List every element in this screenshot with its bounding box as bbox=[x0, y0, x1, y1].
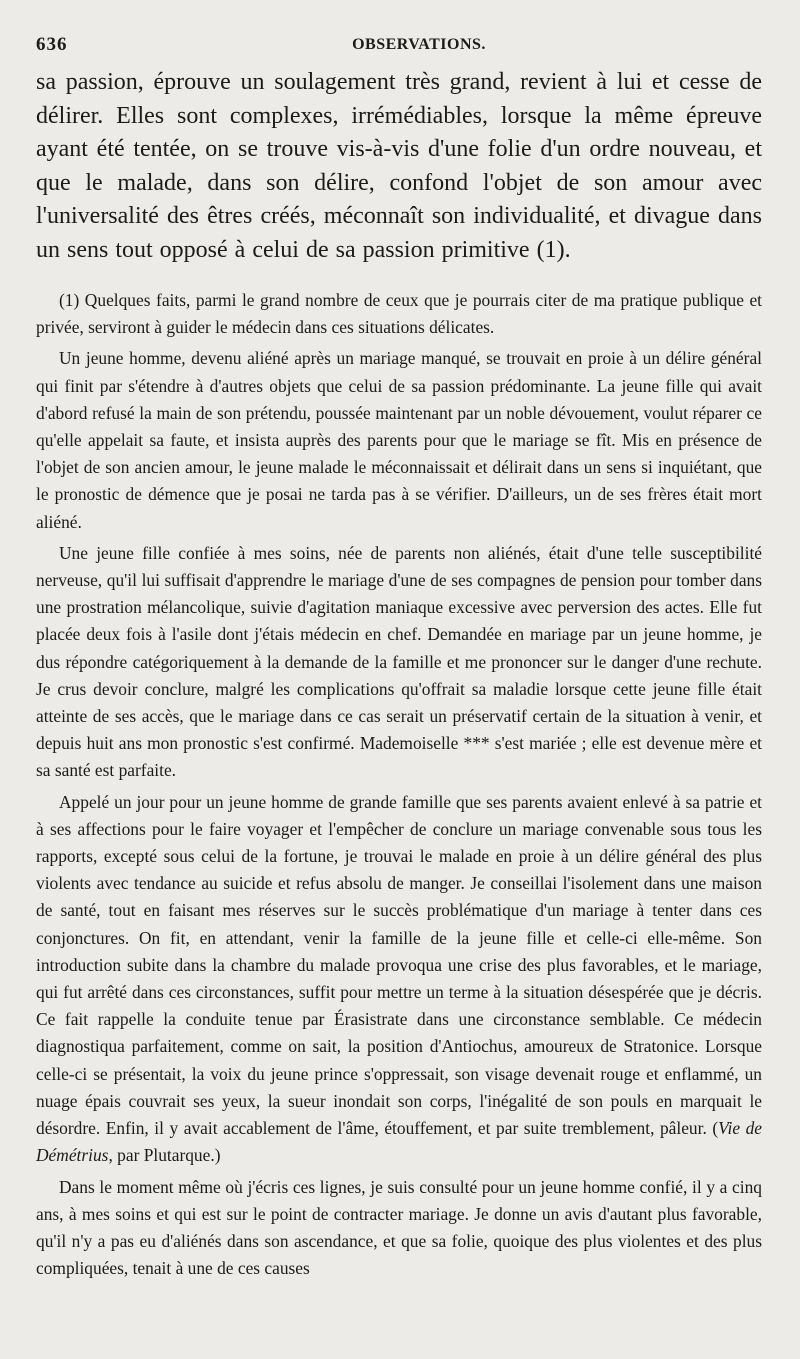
footnote bbox=[36, 287, 762, 1282]
footnote-case-4: Dans le moment même où j'écris ces lignes, je suis consulté pour un jeune homme confié, il y a cinq ans, à mes soins et qui est sur le point de contracter mariage. Je donne un avis d'autant plus favorable, qu'il n'y a pas eu d'aliénés dans son ascendance, et que sa folie, quoique des plus violentes et des plus compliquées, tenait à une de ces causes bbox=[36, 1176, 762, 1279]
footnote-intro: (1) Quelques faits, parmi le grand nombre de ceux que je pourrais citer de ma pratique publique et privée, serviront à guider le médecin dans ces situations délicates. bbox=[36, 290, 762, 338]
page-number: 636 bbox=[36, 34, 68, 55]
case-3-text: Appelé un jour pour un jeune homme de grande famille que ses parents avaient enlevé à sa patrie et à ses affections pour le faire voyager et l'empêcher de conclure un mariage convenable sous tous les rapports, excepté sous celui de la fortune, je trouvai le malade en proie à un délire général des plus violents avec tendance au suicide et refus absolu de manger. Je conseillai l'isolement dans une maison de santé, tout en faisant mes réserves sur le succès problématique d'un mariage à tenter dans ces conjonctures. On fit, en attendant, venir la famille de la jeune fille et celle-ci elle-même. Son introduction subite dans la chambre du malade provoqua une crise des plus favorables, et le mariage, qui fut arrêté dans ces circonstances, suffit pour mettre un terme à la situation désespérée que je décris. Ce fait rappelle la conduite tenue par Érasistrate dans une circonstance semblable. Ce médecin diagnostiqua parfaitement, comme on sait, la position d'Antiochus, amoureux de Stratonice. Lorsque celle-ci se présentait, la voix du jeune prince s'oppressait, son visage devenait rouge et enflammé, un nuage épais couvrait ses yeux, la sueur inondait son corps, l'inégalité de son pouls en marquait le désordre. Enfin, il y avait accablement de l'âme, étouffement, et par suite tremblement, pâleur. ( bbox=[36, 791, 762, 1139]
running-head bbox=[36, 30, 762, 60]
footnote-case-3 bbox=[36, 789, 762, 1170]
section-title: OBSERVATIONS. bbox=[352, 36, 486, 53]
main-text bbox=[36, 66, 762, 267]
footnote-case-2: Une jeune fille confiée à mes soins, née de parents non aliénés, était d'une telle susceptibilité nerveuse, qu'il lui suffisait d'apprendre le mariage d'une de ses compagnes de pension pour tomber dans une prostration mélancolique, suivie d'agitation maniaque excessive avec perversion des actes. Elle fut placée deux fois à l'asile dont j'étais médecin en chef. Demandée en mariage par un jeune homme, je dus répondre catégoriquement à la demande de la famille et me prononcer sur le danger d'une rechute. Je crus devoir conclure, malgré les complications qu'offrait sa maladie lorsque cette jeune fille était atteinte de ses accès, que le mariage dans ce cas serait un préservatif certain de la situation à venir, et depuis huit ans mon pronostic s'est confirmé. Mademoiselle *** s'est mariée ; elle est devenue mère et sa santé est parfaite. bbox=[36, 542, 762, 781]
case-3-reference-title: Vie de Démétrius bbox=[36, 1118, 763, 1166]
main-paragraph: sa passion, éprouve un soulagement très grand, revient à lui et cesse de délirer. Elles sont complexes, irrémédiables, lorsque la même épreuve ayant été tentée, on se trouve vis-à-vis d'une folie d'un ordre nouveau, et que le malade, dans son délire, confond l'objet de son amour avec l'universalité des êtres créés, méconnaît son individualité, et divague dans un sens tout opposé à celui de sa passion primitive (1). bbox=[36, 69, 762, 263]
footnote-case-1: Un jeune homme, devenu aliéné après un mariage manqué, se trouvait en proie à un délire général qui finit par s'étendre à d'autres objets que celui de sa passion prédominante. La jeune fille qui avait d'abord refusé la main de son prétendu, poussée maintenant par un noble dévouement, voulut réparer ce qu'elle appelait sa faute, et insista auprès des parents pour que le mariage se fît. Mis en présence de l'objet de son ancien amour, le jeune malade le méconnaissait et délirait dans un sens si inquiétant, que le pronostic de démence que je posai ne tarda pas à se vérifier. D'ailleurs, un de ses frères était mort aliéné. bbox=[36, 348, 762, 532]
case-3-reference-source: , par Plutarque.) bbox=[108, 1145, 221, 1166]
